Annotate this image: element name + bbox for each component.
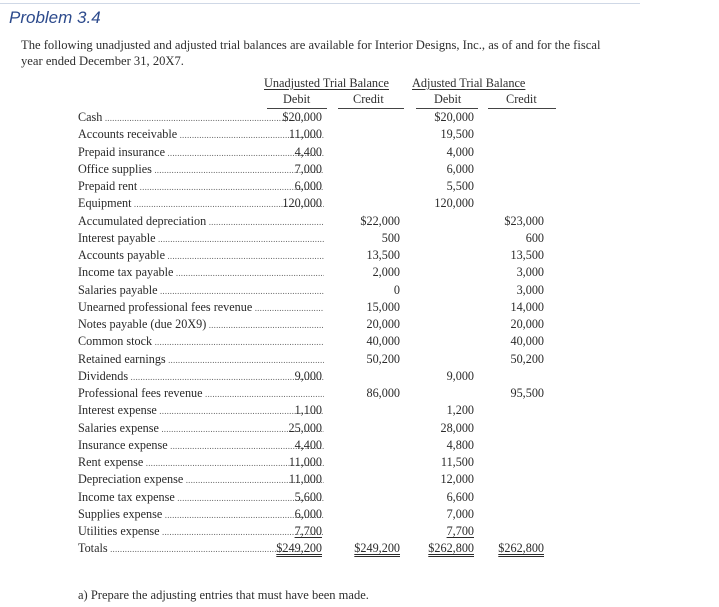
adjusted-credit-cell: 3,000 [516, 265, 544, 280]
table-row [78, 316, 548, 333]
adjusted-trial-balance-header: Adjusted Trial Balance [412, 76, 526, 90]
table-row [78, 454, 548, 471]
account-name: Insurance expense ..... [78, 437, 324, 455]
top-divider [0, 3, 640, 4]
table-row [78, 264, 548, 281]
unadjusted-credit-cell: 86,000 [366, 386, 400, 400]
trial-balance-table [78, 109, 548, 558]
unadjusted-credit-cell: 50,200 [366, 351, 400, 366]
account-name: Unearned professional fees revenue ..... [78, 299, 324, 317]
adjusted-credit-cell: 20,000 [510, 317, 544, 331]
account-name: Cash ..... [78, 109, 324, 127]
problem-intro: The following unadjusted and adjusted trial balances are available for Interior Designs, Inc., as of and for the fiscal year ended December 31, 20X7. [21, 38, 601, 68]
account-name: Interest payable ..... [78, 230, 324, 248]
table-row [78, 299, 548, 316]
table-row [78, 368, 548, 385]
account-name: Income tax expense ..... [78, 489, 324, 507]
table-row [78, 109, 548, 126]
unadjusted-credit-cell: 15,000 [366, 299, 400, 314]
account-name: Notes payable (due 20X9) ..... [78, 316, 324, 334]
unadjusted-debit-cell: $20,000 [282, 110, 322, 124]
account-name: Accumulated depreciation ..... [78, 213, 324, 231]
adjusted-debit-cell: 19,500 [440, 127, 474, 142]
unadjusted-debit-cell: 11,000 [288, 455, 322, 469]
unadjusted-debit-header: Debit [283, 92, 311, 106]
adjusted-debit-cell: 6,000 [446, 161, 474, 176]
unadjusted-debit-cell: 1,100 [294, 403, 322, 418]
account-name: Common stock ..... [78, 333, 324, 351]
table-row [78, 402, 548, 419]
account-name: Office supplies ..... [78, 161, 324, 179]
question-a: a) Prepare the adjusting entries that must have been made. [78, 588, 369, 602]
account-name: Prepaid insurance ..... [78, 144, 324, 162]
adjusted-credit-cell: 3,000 [516, 282, 544, 297]
table-row [78, 523, 548, 540]
unadjusted-debit-cell: 9,000 [294, 368, 322, 383]
table-row [78, 126, 548, 143]
unadjusted-credit-header: Credit [353, 92, 384, 106]
account-name: Income tax payable ..... [78, 264, 324, 282]
unadjusted-debit-cell: 4,400 [294, 437, 322, 452]
unadjusted-credit-cell: $22,000 [360, 213, 400, 228]
unadjusted-credit-cell: 40,000 [366, 334, 400, 349]
table-row [78, 506, 548, 523]
adjusted-debit-cell: $20,000 [434, 110, 474, 124]
unadjusted-debit-cell: 11,000 [288, 127, 322, 142]
adjusted-debit-cell: 7,700 [446, 524, 474, 538]
unadjusted-debit-cell: 7,000 [294, 161, 322, 176]
table-row [78, 489, 548, 506]
account-name: Supplies expense ..... [78, 506, 324, 524]
table-row [78, 351, 548, 368]
adjusted-credit-cell: 95,500 [510, 386, 544, 400]
totals-row [78, 540, 548, 557]
adjusted-credit-cell: 14,000 [510, 299, 544, 314]
account-name: Prepaid rent ..... [78, 178, 324, 196]
unadjusted-debit-cell: 6,000 [294, 179, 322, 193]
problem-title: Problem 3.4 [9, 8, 101, 27]
adjusted-credit-cell: 13,500 [510, 248, 544, 262]
adjusted-debit-cell: 4,000 [446, 144, 474, 159]
adjusted-credit-cell: 40,000 [510, 334, 544, 349]
adjusted-debit-cell: 1,200 [446, 403, 474, 418]
unadjusted-credit-cell: $249,200 [354, 541, 400, 556]
table-row [78, 144, 548, 161]
unadjusted-credit-cell: 13,500 [366, 248, 400, 262]
table-row [78, 437, 548, 454]
account-name: Dividends ..... [78, 368, 324, 386]
adjusted-debit-cell: 5,500 [446, 179, 474, 193]
table-row [78, 420, 548, 437]
table-row [78, 333, 548, 350]
unadjusted-debit-cell: 25,000 [288, 420, 322, 435]
table-row [78, 247, 548, 264]
account-name: Interest expense ..... [78, 402, 324, 420]
account-name: Rent expense ..... [78, 454, 324, 472]
adjusted-debit-cell: 12,000 [440, 472, 474, 487]
adjusted-debit-cell: 9,000 [446, 368, 474, 383]
unadjusted-credit-cell: 2,000 [372, 265, 400, 280]
account-name: Salaries payable ..... [78, 282, 324, 300]
unadjusted-trial-balance-header: Unadjusted Trial Balance [264, 76, 389, 90]
unadjusted-credit-cell: 20,000 [366, 317, 400, 331]
adjusted-debit-cell: 28,000 [440, 420, 474, 435]
adjusted-credit-cell: $23,000 [504, 213, 544, 228]
unadjusted-credit-cell: 500 [381, 230, 400, 245]
table-row [78, 161, 548, 178]
account-name: Accounts payable ..... [78, 247, 324, 265]
account-name: Totals ..... [78, 540, 324, 558]
adjusted-debit-header: Debit [434, 92, 462, 106]
adjusted-debit-cell: 11,500 [440, 455, 474, 469]
adjusted-credit-cell: $262,800 [498, 541, 544, 556]
account-name: Salaries expense ..... [78, 420, 324, 438]
table-row [78, 178, 548, 195]
account-name: Utilities expense ..... [78, 523, 324, 541]
adjusted-credit-cell: 600 [525, 230, 544, 245]
account-name: Accounts receivable ..... [78, 126, 324, 144]
adjusted-debit-cell: 4,800 [446, 437, 474, 452]
adjusted-debit-cell: 120,000 [434, 196, 474, 211]
adjusted-debit-cell: $262,800 [428, 541, 474, 556]
account-name: Retained earnings ..... [78, 351, 324, 369]
unadjusted-debit-cell: $249,200 [276, 541, 322, 556]
unadjusted-debit-cell: 6,000 [294, 506, 322, 521]
account-name: Equipment ..... [78, 195, 324, 213]
table-row [78, 213, 548, 230]
unadjusted-debit-cell: 120,000 [282, 196, 322, 211]
account-name: Professional fees revenue ..... [78, 385, 324, 403]
table-row [78, 282, 548, 299]
table-row [78, 385, 548, 402]
account-name: Depreciation expense ..... [78, 471, 324, 489]
unadjusted-debit-cell: 4,400 [294, 144, 322, 159]
adjusted-credit-cell: 50,200 [510, 351, 544, 366]
unadjusted-debit-cell: 5,600 [294, 489, 322, 504]
adjusted-debit-cell: 6,600 [446, 489, 474, 504]
adjusted-debit-cell: 7,000 [446, 506, 474, 521]
unadjusted-credit-cell: 0 [393, 282, 400, 297]
table-row [78, 230, 548, 247]
table-row [78, 195, 548, 212]
unadjusted-debit-cell: 7,700 [294, 524, 322, 538]
unadjusted-debit-cell: 11,000 [288, 472, 322, 487]
table-row [78, 471, 548, 488]
adjusted-credit-header: Credit [506, 92, 537, 106]
